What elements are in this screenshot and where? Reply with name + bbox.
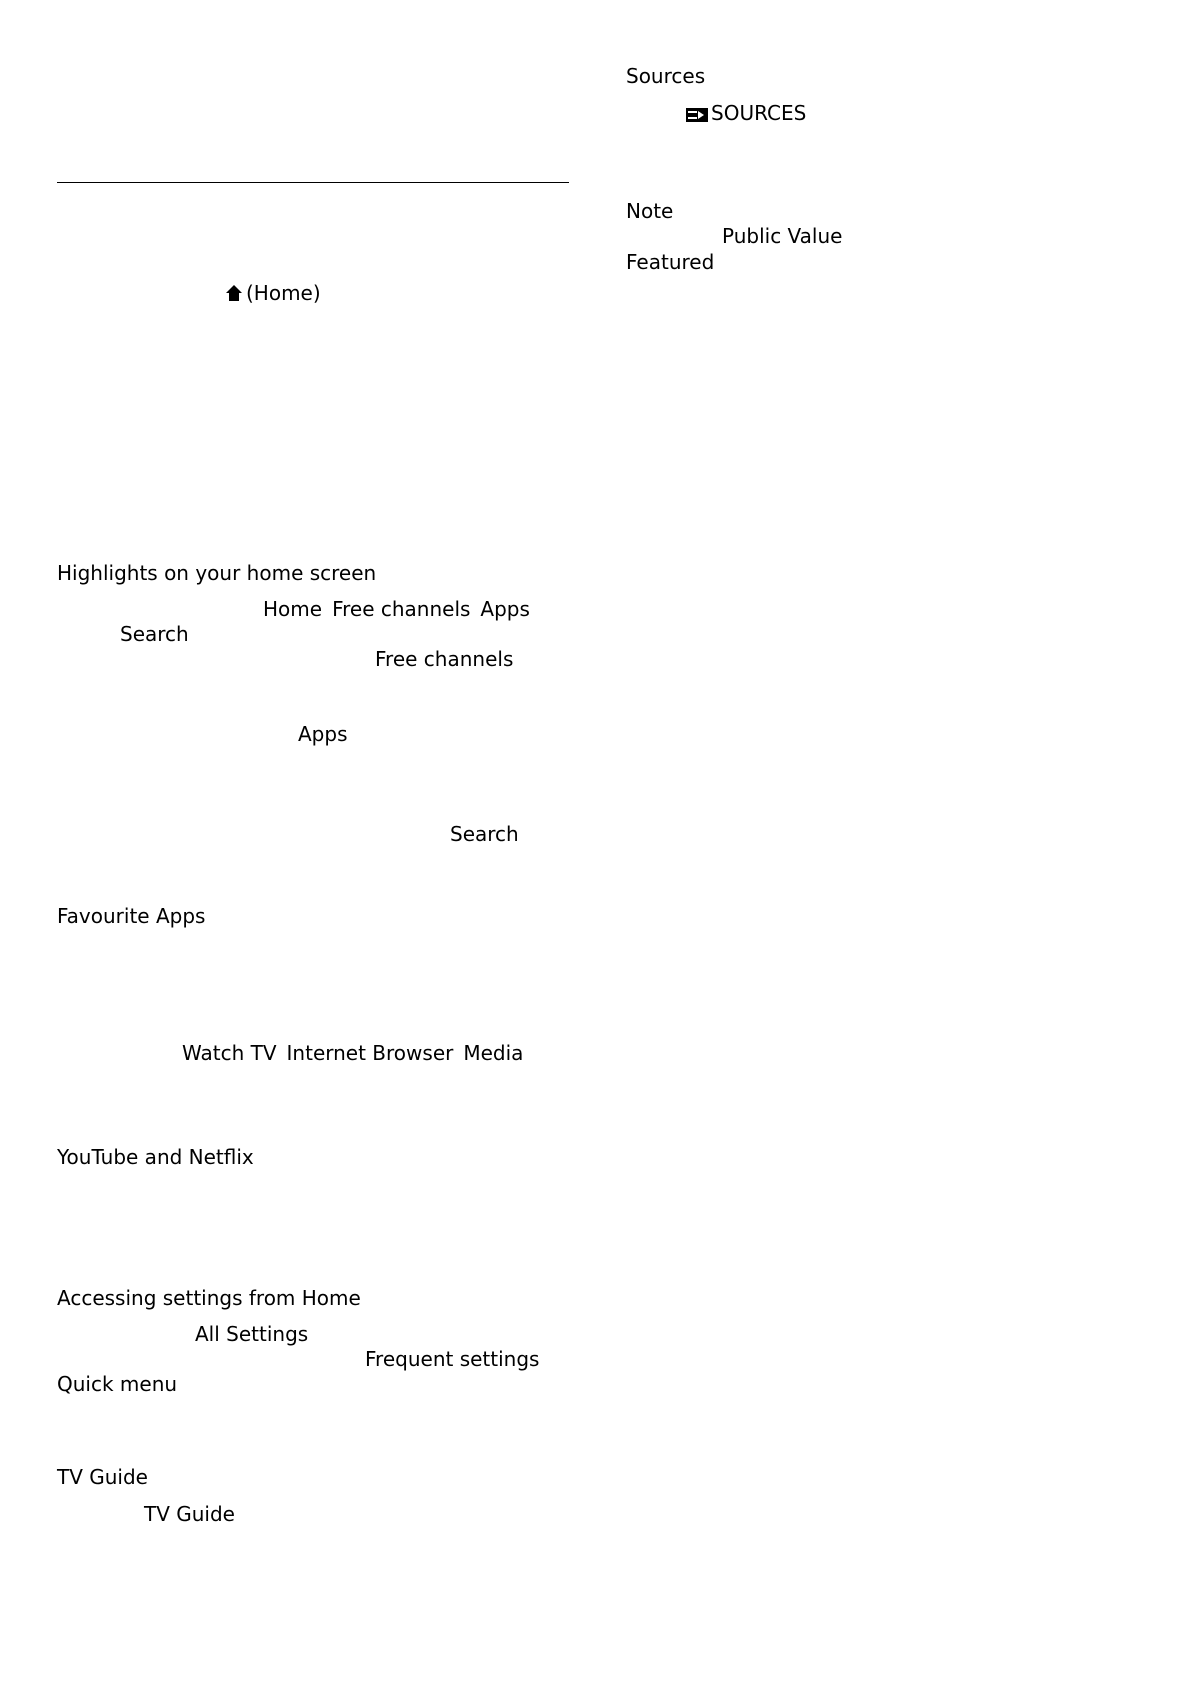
youtube-netflix-heading: YouTube and Netflix	[57, 1145, 254, 1169]
highlights-heading: Highlights on your home screen	[57, 561, 377, 585]
section-divider	[57, 182, 569, 183]
favourite-apps-heading: Favourite Apps	[57, 904, 206, 928]
tab-search: Search	[120, 622, 189, 646]
tab-home: Home	[263, 597, 323, 621]
search-ref: Search	[450, 822, 519, 846]
tab-free-channels: Free channels	[332, 597, 471, 621]
home-key-label: (Home)	[246, 281, 321, 305]
app-watch-tv: Watch TV	[182, 1041, 277, 1065]
favourite-apps-list	[182, 1041, 523, 1065]
all-settings-label: All Settings	[195, 1322, 309, 1346]
app-internet-browser: Internet Browser	[286, 1041, 454, 1065]
public-value-label: Public Value	[722, 224, 843, 248]
app-media: Media	[463, 1041, 524, 1065]
tab-apps: Apps	[480, 597, 530, 621]
frequent-settings-label: Frequent settings	[365, 1347, 540, 1371]
note-heading: Note	[626, 199, 674, 223]
quick-menu-label: Quick menu	[57, 1372, 178, 1396]
accessing-settings-heading: Accessing settings from Home	[57, 1286, 361, 1310]
home-icon	[225, 283, 243, 307]
home-tabs-list	[263, 597, 530, 621]
sources-heading: Sources	[626, 64, 706, 88]
sources-icon	[686, 103, 708, 127]
featured-label: Featured	[626, 250, 715, 274]
tv-guide-ref: TV Guide	[144, 1502, 235, 1526]
tv-guide-heading: TV Guide	[57, 1465, 148, 1489]
sources-key	[686, 101, 806, 127]
free-channels-ref: Free channels	[375, 647, 514, 671]
sources-key-label: SOURCES	[711, 101, 807, 125]
apps-ref: Apps	[298, 722, 348, 746]
home-key	[225, 281, 321, 307]
